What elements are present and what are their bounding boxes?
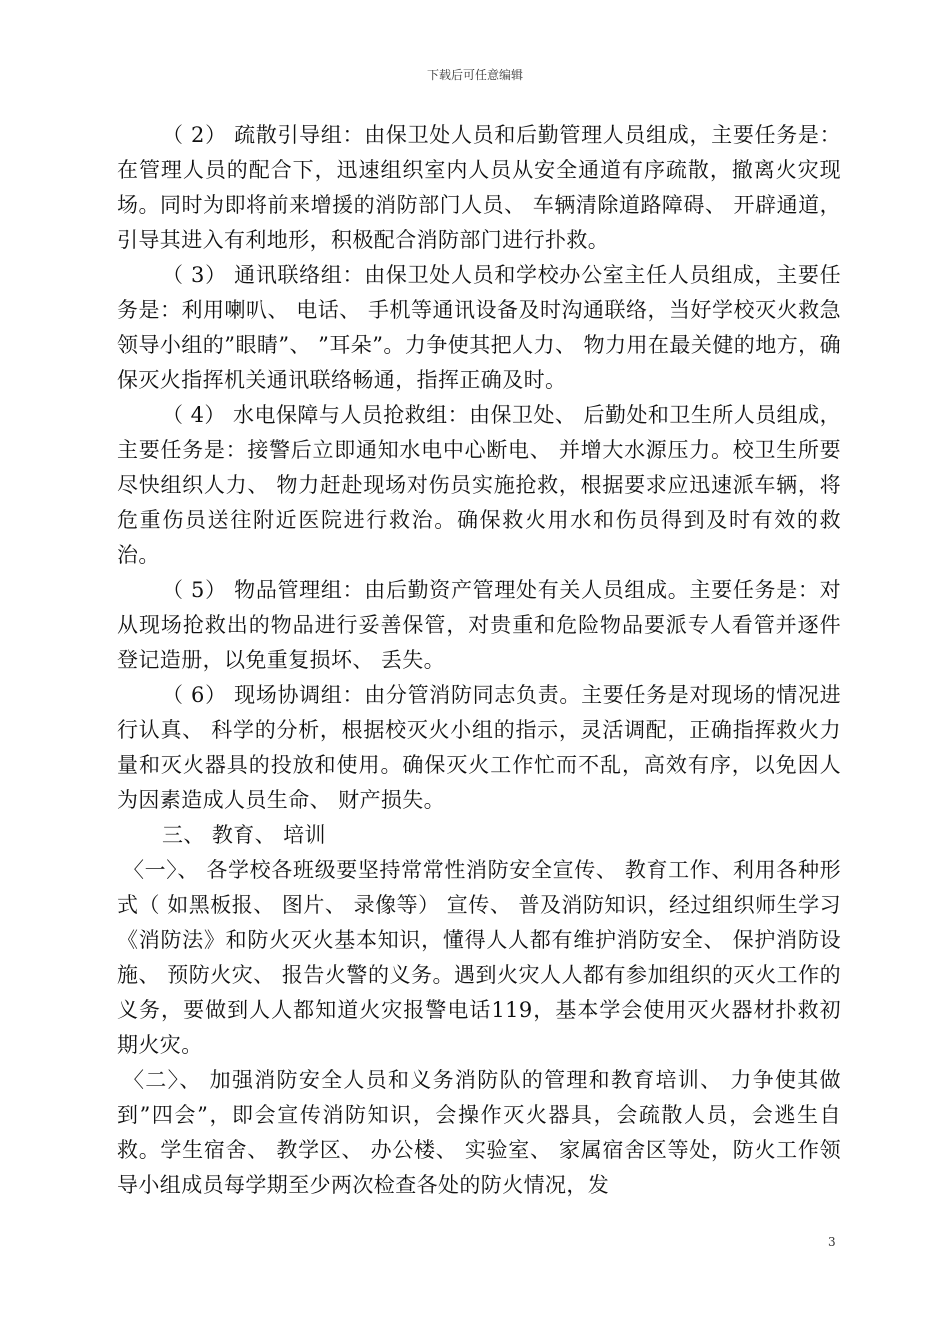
paragraph-education-item-2: 〈二〉、 加强消防安全人员和义务消防队的管理和教育培训、 力争使其做到”四会”，即会宣传消防知识，会操作灭火器具，会疏散人员，会逃生自救。学生宿舍、 教学区、 办公楼、 实验室、 家属宿舍区等处，防火工作领导小组成员每学期至少两次检查各处的防火情况，发: [117, 1068, 841, 1197]
paragraph-utility-rescue-group: （ 4） 水电保障与人员抢救组：由保卫处、 后勤处和卫生所人员组成，主要任务是：接警后立即通知水电中心断电、 并增大水源压力。校卫生所要尽快组织人力、 物力赶赴现场对伤员实施抢救，根据要求应迅速派车辆，将危重伤员送往附近医院进行救治。确保救火用水和伤员得到及时有效的救治。: [117, 403, 841, 567]
paragraph-site-coordination-group: （ 6） 现场协调组：由分管消防同志负责。主要任务是对现场的情况进行认真、 科学的分析，根据校灭火小组的指示，灵活调配，正确指挥救火力量和灭火器具的投放和使用。确保灭火工作忙而不乱，高效有序，以免因人为因素造成人员生命、 财产损失。: [117, 683, 841, 812]
paragraph-evacuation-group: （ 2） 疏散引导组：由保卫处人员和后勤管理人员组成，主要任务是：在管理人员的配合下，迅速组织室内人员从安全通道有序疏散，撤离火灾现场。同时为即将前来增援的消防部门人员、 车辆清除道路障碍、 开辟通道，引导其进入有利地形，积极配合消防部门进行扑救。: [117, 123, 841, 252]
paragraph-communication-group: （ 3） 通讯联络组：由保卫处人员和学校办公室主任人员组成，主要任务是：利用喇叭、 电话、 手机等通讯设备及时沟通联络，当好学校灭火救急领导小组的”眼睛”、 ”耳朵”。力争使其把人力、 物力用在最关健的地方，确保灭火指挥机关通讯联络畅通，指挥正确及时。: [117, 263, 841, 392]
document-body: [117, 118, 841, 1203]
section-heading-education-training: 三、 教育、 培训: [162, 823, 326, 847]
paragraph-education-item-1: 〈一〉、 各学校各班级要坚持常常性消防安全宣传、 教育工作、利用各种形式（ 如黑板报、 图片、 录像等） 宣传、 普及消防知识，经过组织师生学习《消防法》和防火灭火基本知识，懂得人人都有维护消防安全、 保护消防设施、 预防火灾、 报告火警的义务。遇到火灾人人都有参加组织的灭火工作的义务，要做到人人都知道火灾报警电话119，基本学会使用灭火器材扑救初期火灾。: [117, 858, 841, 1057]
page-header: 下载后可任意编辑: [426, 68, 523, 82]
page-number: 3: [828, 1235, 836, 1249]
paragraph-goods-management-group: （ 5） 物品管理组：由后勤资产管理处有关人员组成。主要任务是：对从现场抢救出的物品进行妥善保管，对贵重和危险物品要派专人看管并逐件登记造册，以免重复损坏、 丢失。: [117, 578, 841, 672]
